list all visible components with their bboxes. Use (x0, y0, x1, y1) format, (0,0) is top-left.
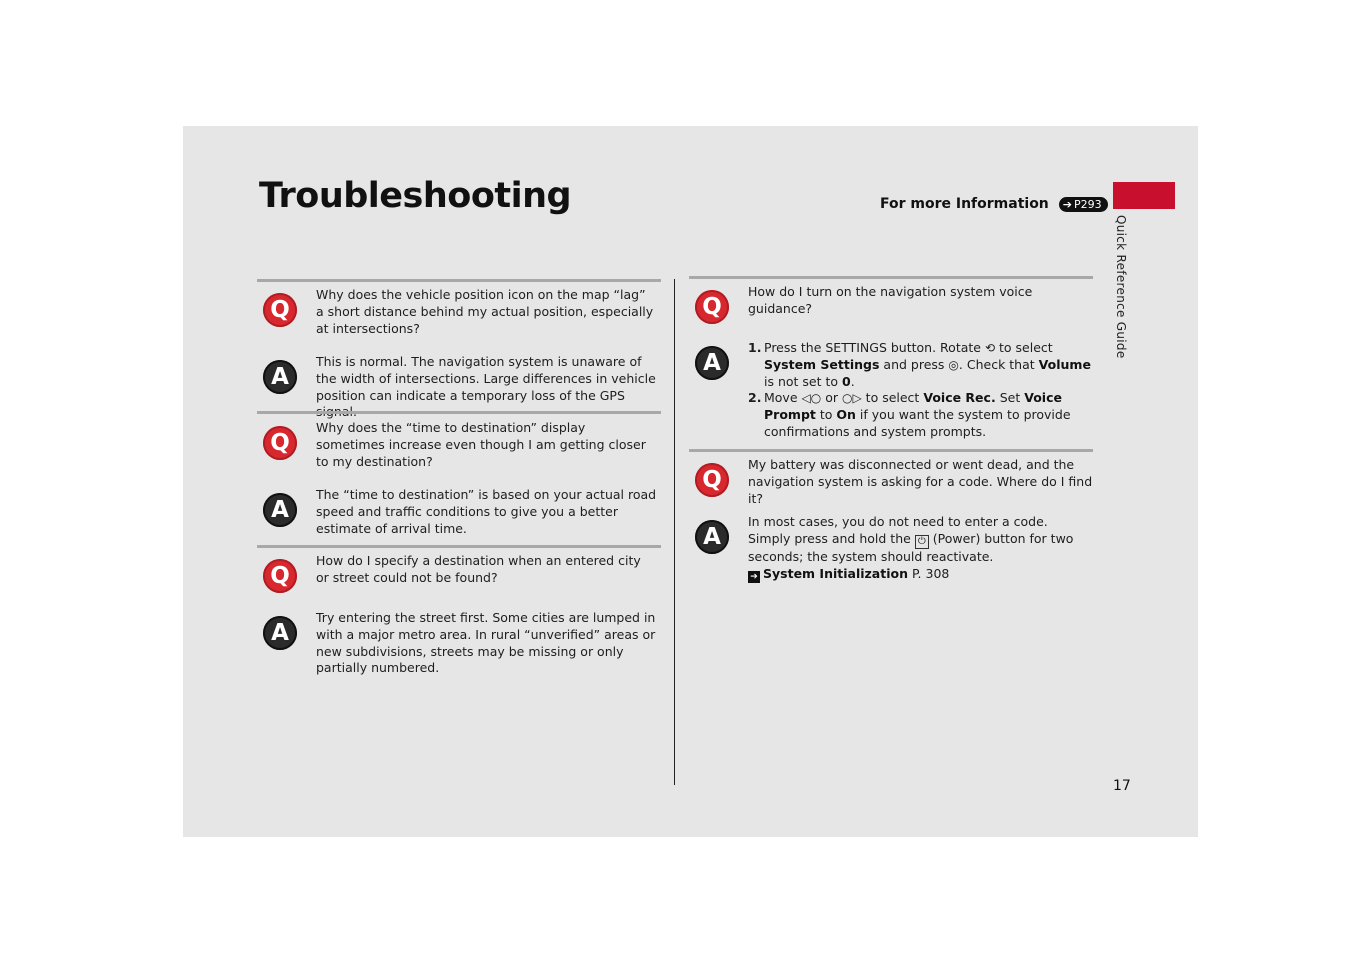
setting-name: Volume (1038, 356, 1091, 372)
setting-name: Voice Prompt (764, 390, 1062, 423)
step-text: . (850, 373, 855, 389)
reference-page: P. 308 (911, 565, 950, 581)
rotate-knob-icon: ⟲ (984, 341, 996, 355)
step-text: to select (865, 390, 920, 406)
question-icon: Q (695, 290, 729, 324)
section-tab-marker[interactable] (1113, 182, 1175, 209)
step-text: Set (999, 390, 1021, 406)
question-icon: Q (263, 293, 297, 327)
setting-value: 0 (842, 373, 851, 389)
answer-icon: A (263, 360, 297, 394)
section-divider (257, 279, 661, 282)
step-number: 1. (748, 340, 762, 355)
step-text: Move (764, 390, 798, 406)
question-icon: Q (695, 463, 729, 497)
answer-text: Try entering the street first. Some cities are lumped in with a major metro area. In rural “unverified” areas or new subdivisions, streets may be missing or only partially numbered. (316, 610, 656, 676)
answer-icon: A (695, 520, 729, 554)
section-divider (689, 276, 1093, 279)
question-icon: Q (263, 559, 297, 593)
move-left-icon: ◁○ (801, 391, 822, 406)
answer-text-part: In most cases, you do not need to enter a code. Simply press and hold the (748, 514, 1048, 546)
page-title: Troubleshooting (259, 176, 572, 216)
answer-text: The “time to destination” is based on your actual road speed and traffic conditions to give you a better estimate of arrival time. (316, 487, 657, 536)
step-text: if you want the system to provide confirmations and system prompts. (764, 407, 1071, 439)
setting-value: On (836, 407, 856, 423)
answer-icon: A (263, 493, 297, 527)
answer-steps-layout (748, 340, 1093, 441)
step-text: to select (999, 340, 1053, 355)
reference-arrow-icon: ➔ (748, 571, 760, 583)
question-icon: Q (263, 426, 297, 460)
answer-text (748, 514, 1093, 583)
step-text: is not set to (764, 373, 839, 389)
section-divider (689, 449, 1093, 452)
step-text: and press (883, 356, 945, 372)
move-right-icon: ○▷ (841, 391, 862, 406)
step-text: or (825, 390, 838, 406)
page-reference-number: P293 (1074, 197, 1102, 211)
answer-text: This is normal. The navigation system is unaware of the width of intersections. Large differences in vehicle position can indicate a temporary loss of the GPS (316, 354, 656, 403)
step-number: 2. (748, 390, 762, 406)
question-text: How do I turn on the navigation system voice guidance? (748, 284, 1033, 316)
question-text: Why does the “time to destination” display sometimes increase even though I am getting closer to my destination? (316, 420, 646, 469)
page-number: 17 (1113, 778, 1131, 794)
section-divider (257, 545, 661, 548)
column-divider (674, 279, 675, 785)
question-text: My battery was disconnected or went dead, and the navigation system is asking for a code. Where do I find it? (748, 457, 1093, 506)
step-text: Press the SETTINGS button. Rotate (764, 340, 981, 355)
question-text: Why does the vehicle position icon on the map “lag” a short distance behind my actual position, especially at intersections? (316, 287, 654, 336)
cross-reference-link[interactable] (748, 566, 1093, 583)
arrow-right-icon: ➔ (1062, 197, 1072, 211)
press-knob-icon: ◎ (948, 357, 959, 372)
step-text: . Check that (958, 356, 1035, 372)
page-reference-link[interactable] (1059, 197, 1108, 212)
section-divider (257, 411, 661, 414)
answer-icon: A (695, 346, 729, 380)
more-information (880, 196, 1108, 212)
step-text: to (819, 407, 833, 423)
menu-item-name: System Settings (764, 356, 880, 372)
reference-title: System Initialization (763, 565, 908, 581)
side-tab-label[interactable]: Quick Reference Guide (1114, 215, 1128, 359)
power-icon: ⏻ (915, 535, 929, 549)
step-2 (748, 390, 1093, 440)
menu-item-name: Voice Rec. (923, 390, 996, 406)
question-text: How do I specify a destination when an entered city or street could not be found? (316, 553, 641, 585)
answer-icon: A (263, 616, 297, 650)
step-1 (748, 340, 1093, 390)
more-information-label: For more Information (880, 196, 1049, 212)
answer-text-part: (Power) button for two seconds; the system should reactivate. (748, 530, 1074, 564)
